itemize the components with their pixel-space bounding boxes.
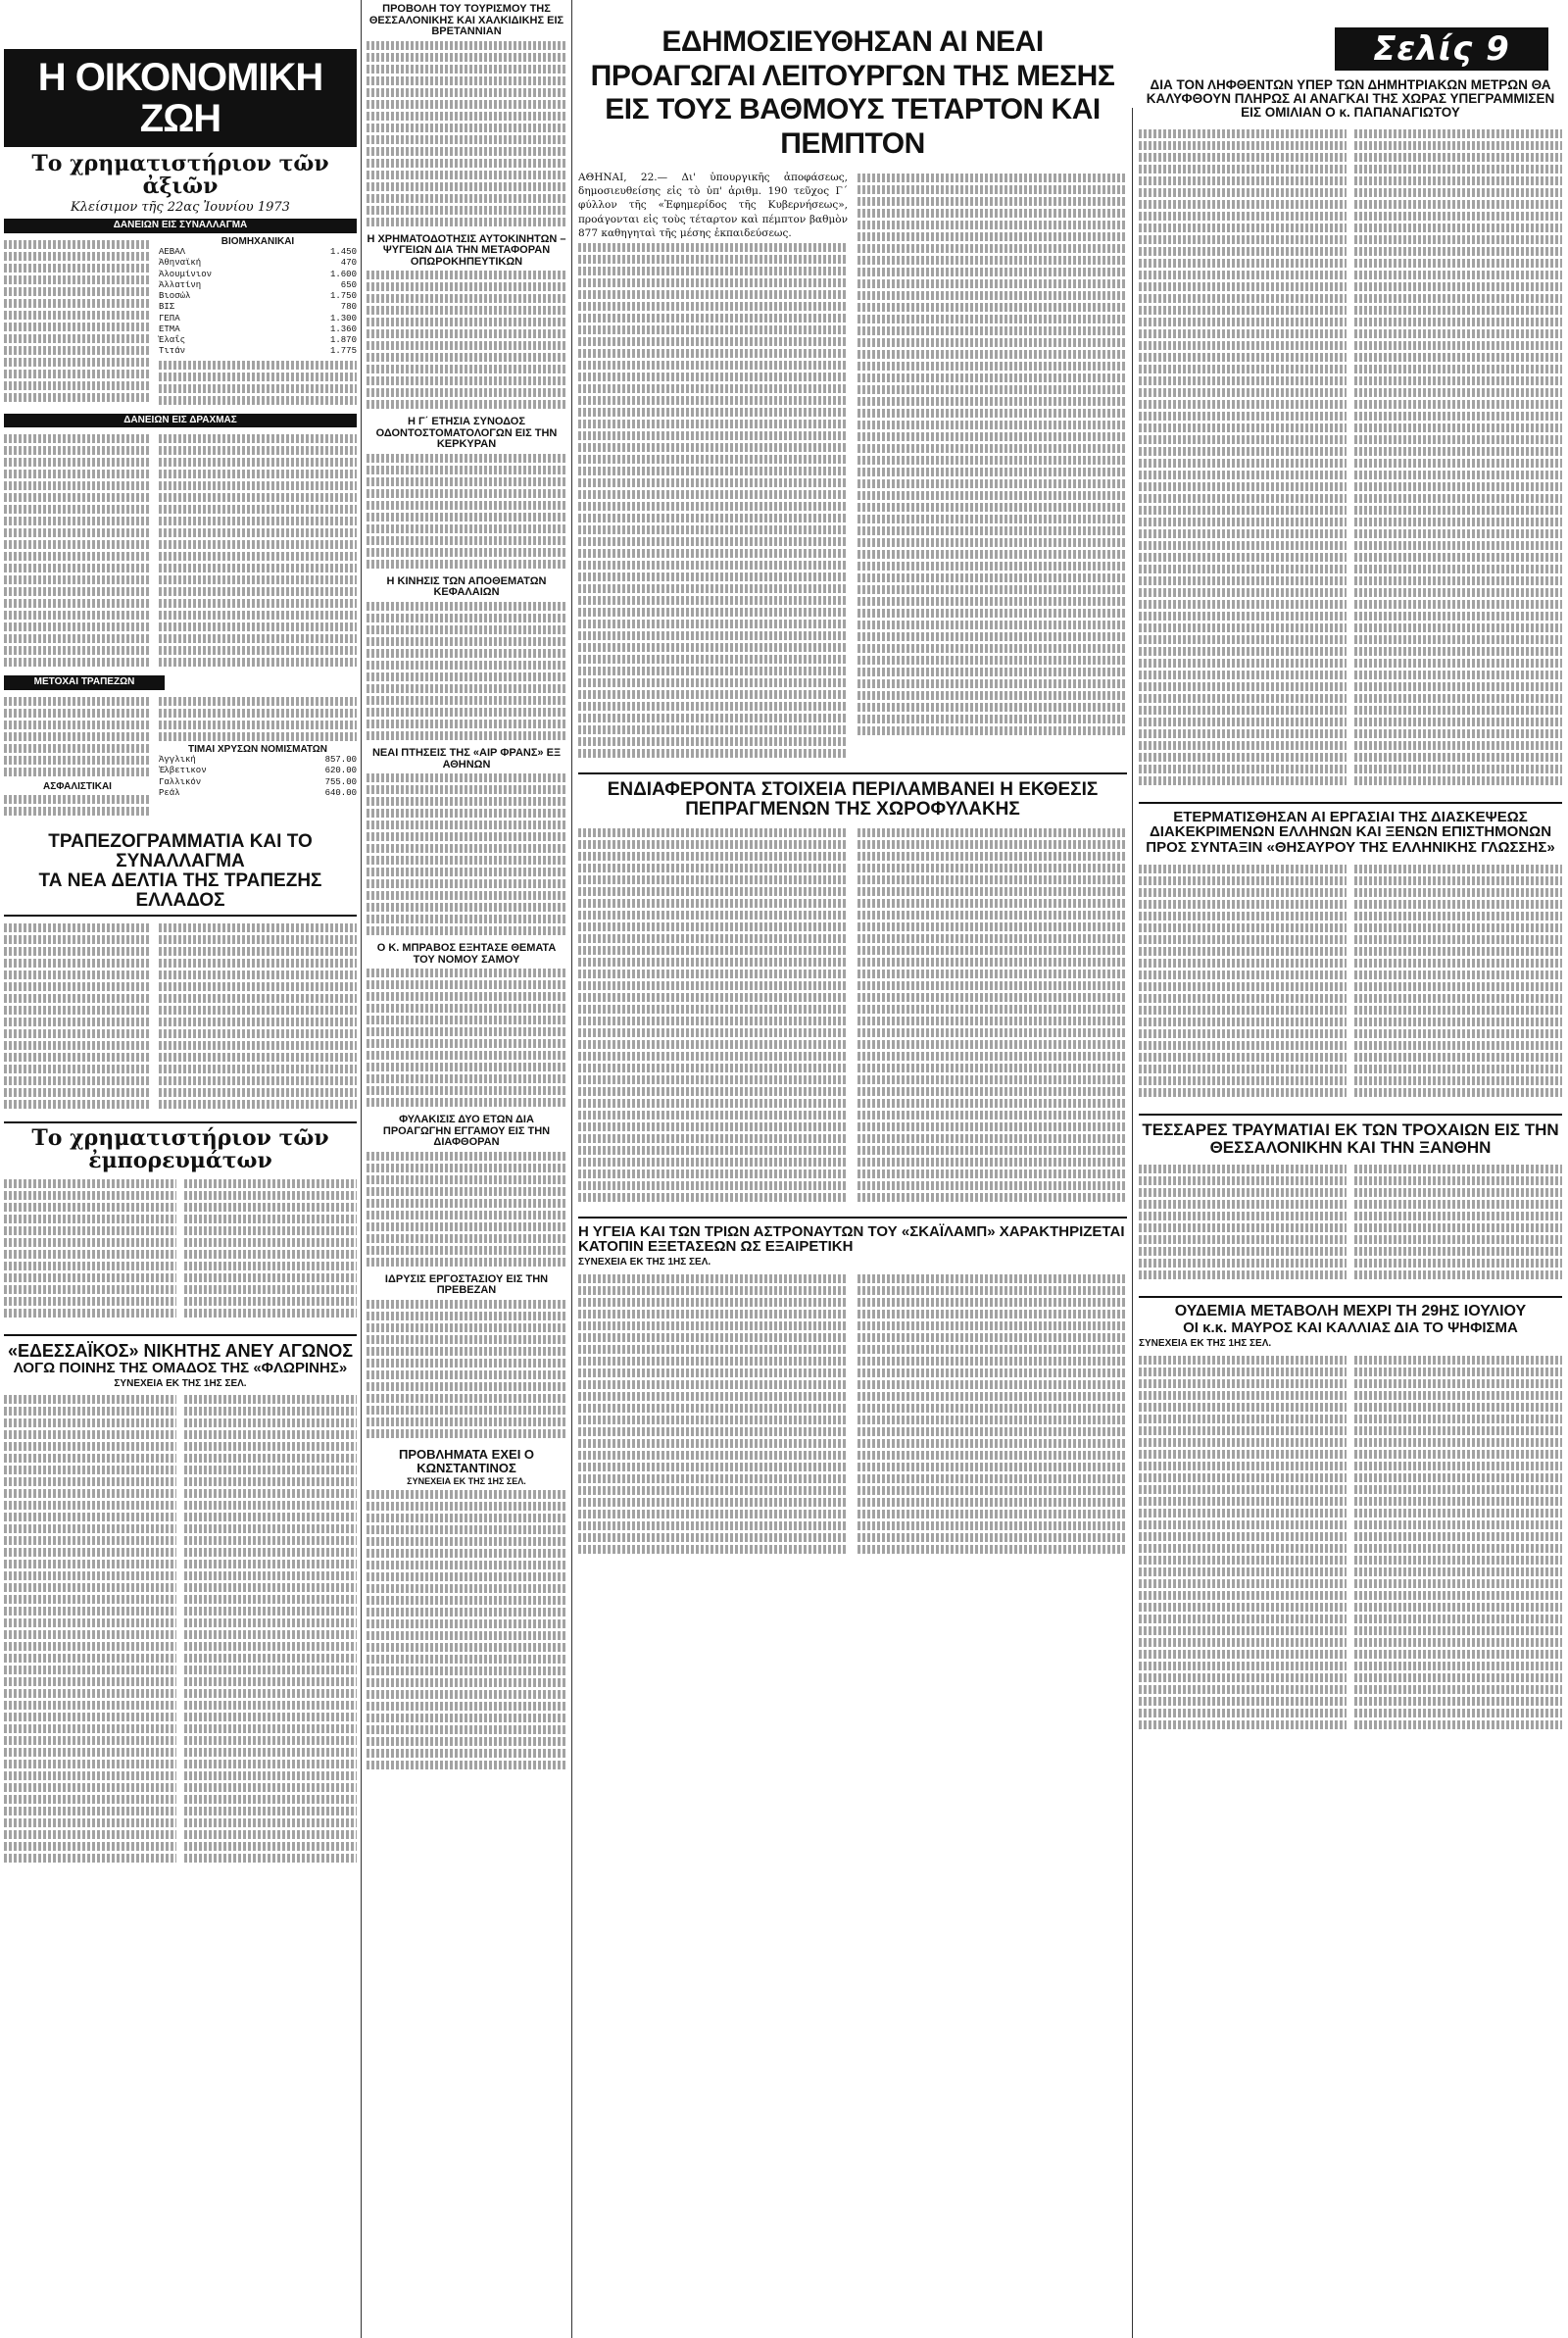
- refrigerator-headline: Η ΧΡΗΜΑΤΟΔΟΤΗΣΙΣ ΑΥΤΟΚΙΝΗΤΩΝ – ΨΥΓΕΙΩΝ ΔΙΑ ΤΗΝ ΜΕΤΑΦΟΡΑΝ ΟΠΩΡΟΚΗΠΕΥΤΙΚΩΝ: [367, 232, 566, 268]
- industrial-name: Βιοσώλ: [159, 291, 191, 302]
- gendarmerie-headline: ΕΝΔΙΑΦΕΡΟΝΤΑ ΣΤΟΙΧΕΙΑ ΠΕΡΙΛΑΜΒΑΝΕΙ Η ΕΚΘΕΣΙΣ ΠΕΠΡΑΓΜΕΝΩΝ ΤΗΣ ΧΩΡΟΦΥΛΑΚΗΣ: [578, 772, 1127, 820]
- airfrance-headline: ΝΕΑΙ ΠΤΗΣΕΙΣ ΤΗΣ «ΑΙΡ ΦΡΑΝΣ» ΕΞ ΑΘΗΝΩΝ: [371, 747, 562, 771]
- industrial-row: [159, 258, 357, 269]
- accidents-headline: ΤΕΣΣΑΡΕΣ ΤΡΑΥΜΑΤΙΑΙ ΕΚ ΤΩΝ ΤΡΟΧΑΙΩΝ ΕΙΣ ΤΗΝ ΘΕΣΣΑΛΟΝΙΚΗΝ ΚΑΙ ΤΗΝ ΞΑΝΘΗΝ: [1139, 1114, 1562, 1157]
- column-rule: [361, 0, 362, 2338]
- industrial-row: [159, 346, 357, 357]
- thesaurus-headline: ΕΤΕΡΜΑΤΙΣΘΗΣΑΝ ΑΙ ΕΡΓΑΣΙΑΙ ΤΗΣ ΔΙΑΣΚΕΨΕΩΣ ΔΙΑΚΕΚΡΙΜΕΝΩΝ ΕΛΛΗΝΩΝ ΚΑΙ ΞΕΝΩΝ ΕΠΙΣΤΗΜΟΝΩΝ ΠΡΟΣ ΣΥΝΤΑΞΙΝ «ΘΗΣΑΥΡΟΥ ΤΗΣ ΕΛΛΗΝΙΚΗΣ ΓΛΩΣΣΗΣ»: [1139, 802, 1562, 856]
- industrial-value: 650: [340, 279, 357, 290]
- gold-value: 857.00: [324, 755, 357, 766]
- vote-subheadline: ΟΙ κ.κ. ΜΑΥΡΟΣ ΚΑΙ ΚΑΛΛΙΑΣ ΔΙΑ ΤΟ ΨΗΦΙΣΜΑ: [1183, 1319, 1518, 1337]
- industrial-name: ΓΕΠΑ: [159, 313, 180, 323]
- industrial-row: [159, 324, 357, 335]
- banknotes-headline: ΤΡΑΠΕΖΟΓΡΑΜΜΑΤΙΑ ΚΑΙ ΤΟ ΣΥΝΑΛΛΑΓΜΑ: [48, 831, 313, 872]
- industrial-row: [159, 280, 357, 291]
- industrial-table: [159, 247, 357, 358]
- gold-value: 640.00: [324, 787, 357, 798]
- skylab-headline: Η ΥΓΕΙΑ ΚΑΙ ΤΩΝ ΤΡΙΩΝ ΑΣΤΡΟΝΑΥΤΩΝ ΤΟΥ «ΣΚΑΪΛΑΜΠ» ΧΑΡΑΚΤΗΡΙΖΕΤΑΙ ΚΑΤΟΠΙΝ ΕΞΕΤΑΣΕΩΝ ΩΣ ΕΞΑΙΡΕΤΙΚΗ: [578, 1217, 1127, 1256]
- industrial-header: ΒΙΟΜΗΧΑΝΙΚΑΙ: [220, 235, 295, 247]
- masthead: Η ΟΙΚΟΝΟΜΙΚΗ ΖΩΗ: [4, 49, 357, 147]
- industrial-row: [159, 270, 357, 280]
- prison-headline: ΦΥΛΑΚΙΣΙΣ ΔΥΟ ΕΤΩΝ ΔΙΑ ΠΡΟΑΓΩΓΗΝ ΕΓΓΑΜΟΥ ΕΙΣ ΤΗΝ ΔΙΑΦΘΟΡΑΝ: [382, 1114, 551, 1149]
- commodities-title: Το χρηματιστήριον τῶν ἐμπορευμάτων: [4, 1121, 357, 1172]
- bonds-header: ΔΑΝΕΙΩΝ ΕΙΣ ΣΥΝΑΛΛΑΓΜΑ: [4, 219, 357, 233]
- factory-headline: ΙΔΡΥΣΙΣ ΕΡΓΟΣΤΑΣΙΟΥ ΕΙΣ ΤΗΝ ΠΡΕΒΕΖΑΝ: [384, 1272, 549, 1297]
- gold-name: Ἀγγλική: [159, 755, 196, 766]
- industrial-row: [159, 302, 357, 313]
- gold-value: 620.00: [324, 766, 357, 776]
- main-headline: ΕΔΗΜΟΣΙΕΥΘΗΣΑΝ ΑΙ ΝΕΑΙ ΠΡΟΑΓΩΓΑΙ ΛΕΙΤΟΥΡΓΩΝ ΤΗΣ ΜΕΣΗΣ ΕΙΣ ΤΟΥΣ ΒΑΘΜΟΥΣ ΤΕΤΑΡΤΟΝ ΚΑΙ ΠΕΜΠΤΟΝ: [590, 25, 1115, 160]
- industrial-value: 780: [340, 302, 357, 313]
- page-number-badge: Σελίς 9: [1335, 27, 1548, 71]
- industrial-name: Τιτάν: [159, 346, 186, 357]
- industrial-row: [159, 291, 357, 302]
- banknotes-subheadline: ΤΑ ΝΕΑ ΔΕΛΤΙΑ ΤΗΣ ΤΡΑΠΕΖΗΣ ΕΛΛΑΔΟΣ: [4, 871, 357, 917]
- column-rule: [1132, 108, 1133, 2338]
- main-lead: ΑΘΗΝΑΙ, 22.— Δι' ὑπουργικῆς ἀποφάσεως, δημοσιευθείσης εἰς τὸ ὑπ' ἀριθμ. 190 τεῦχος Γ΄ φύλλον τῆς «Ἐφημερίδος τῆς Κυβερνήσεως», προάγονται εἰς τοὺς τέταρτον καὶ πέμπτον βαθμὸν 877 καθηγηταὶ τῆς μέσης ἐκπαιδεύσεως.: [578, 172, 848, 239]
- gold-row: [159, 766, 357, 776]
- column-rule: [571, 0, 572, 2338]
- industrial-name: ΑΕΒΑΛ: [159, 247, 186, 258]
- industrial-name: Ἀλουμίνιον: [159, 269, 213, 279]
- gold-table: [159, 755, 357, 799]
- industrial-name: Ἀθηναϊκή: [159, 258, 202, 269]
- closing-date: Κλείσιμον τῆς 22ας Ἰουνίου 1973: [71, 200, 290, 216]
- gold-name: Ἑλβετικον: [159, 766, 207, 776]
- industrial-value: 1.870: [329, 335, 357, 346]
- briefs-column: [367, 0, 566, 1772]
- drachma-header: ΔΑΝΕΙΩΝ ΕΙΣ ΔΡΑΧΜΑΣ: [4, 414, 357, 428]
- industrial-value: 1.360: [329, 323, 357, 334]
- industrial-value: 1.750: [329, 291, 357, 302]
- industrial-value: 1.600: [329, 269, 357, 279]
- insurance-header: ΑΣΦΑΛΙΣΤΙΚΑΙ: [43, 780, 112, 792]
- gold-value: 755.00: [324, 776, 357, 787]
- industrial-row: [159, 314, 357, 324]
- banks-header: ΜΕΤΟΧΑΙ ΤΡΑΠΕΖΩΝ: [4, 675, 165, 690]
- stock-column: [4, 0, 357, 1865]
- tourism-headline: ΠΡΟΒΟΛΗ ΤΟΥ ΤΟΥΡΙΣΜΟΥ ΤΗΣ ΘΕΣΣΑΛΟΝΙΚΗΣ ΚΑΙ ΧΑΛΚΙΔΙΚΗΣ ΕΙΣ ΒΡΕΤΑΝΝΙΑΝ: [368, 3, 564, 38]
- right-column: [1139, 78, 1562, 1732]
- exchange-title: Το χρηματιστήριον τῶν ἀξιῶν: [31, 151, 329, 200]
- constantine-continued: ΣΥΝΕΧΕΙΑ ΕΚ ΤΗΣ 1ΗΣ ΣΕΛ.: [407, 1476, 526, 1487]
- industrial-value: 1.775: [329, 346, 357, 357]
- industrial-value: 1.450: [329, 247, 357, 258]
- industrial-row: [159, 335, 357, 346]
- bravos-headline: Ο Κ. ΜΠΡΑΒΟΣ ΕΞΗΤΑΣΕ ΘΕΜΑΤΑ ΤΟΥ ΝΟΜΟΥ ΣΑΜΟΥ: [376, 942, 557, 966]
- skylab-continued: ΣΥΝΕΧΕΙΑ ΕΚ ΤΗΣ 1ΗΣ ΣΕΛ.: [578, 1257, 711, 1268]
- industrial-name: Ἀλλατίνη: [159, 279, 202, 290]
- constantine-headline: ΠΡΟΒΛΗΜΑΤΑ ΕΧΕΙ Ο ΚΩΝΣΤΑΝΤΙΝΟΣ: [398, 1446, 535, 1475]
- cereals-headline: ΔΙΑ ΤΟΝ ΛΗΦΘΕΝΤΩΝ ΥΠΕΡ ΤΩΝ ΔΗΜΗΤΡΙΑΚΩΝ ΜΕΤΡΩΝ ΘΑ ΚΑΛΥΦΘΟΥΝ ΠΛΗΡΩΣ ΑΙ ΑΝΑΓΚΑΙ ΤΗΣ ΧΩΡΑΣ ΥΠΕΓΡΑΜΜΙΣΕΝ ΕΙΣ ΟΜΙΛΙΑΝ Ο κ. ΠΑΠΑΝΑΓΙΩΤΟΥ: [1146, 77, 1555, 121]
- sports-continued: ΣΥΝΕΧΕΙΑ ΕΚ ΤΗΣ 1ΗΣ ΣΕΛ.: [114, 1377, 247, 1389]
- reserves-headline: Η ΚΙΝΗΣΙΣ ΤΩΝ ΑΠΟΘΕΜΑΤΩΝ ΚΕΦΑΛΑΙΩΝ: [386, 574, 547, 599]
- gold-row: [159, 755, 357, 766]
- vote-continued: ΣΥΝΕΧΕΙΑ ΕΚ ΤΗΣ 1ΗΣ ΣΕΛ.: [1139, 1338, 1272, 1349]
- industrial-value: 1.300: [329, 313, 357, 323]
- gold-name: Γαλλικόν: [159, 776, 202, 787]
- main-story: [578, 0, 1127, 1557]
- industrial-name: ΒΙΣ: [159, 302, 175, 313]
- gold-name: Ρεάλ: [159, 787, 180, 798]
- sports-text-left: [4, 1392, 176, 1865]
- industrial-row: [159, 247, 357, 258]
- gold-row: [159, 788, 357, 799]
- gold-header: ΤΙΜΑΙ ΧΡΥΣΩΝ ΝΟΜΙΣΜΑΤΩΝ: [187, 743, 328, 755]
- vote-headline: ΟΥΔΕΜΙΑ ΜΕΤΑΒΟΛΗ ΜΕΧΡΙ ΤΗ 29ΗΣ ΙΟΥΛΙΟΥ: [1139, 1296, 1562, 1320]
- industrial-name: Ἐλαΐς: [159, 335, 186, 346]
- gold-row: [159, 777, 357, 788]
- dentists-headline: Η Γ΄ ΕΤΗΣΙΑ ΣΥΝΟΔΟΣ ΟΔΟΝΤΟΣΤΟΜΑΤΟΛΟΓΩΝ ΕΙΣ ΤΗΝ ΚΕΡΚΥΡΑΝ: [375, 416, 558, 451]
- industrial-value: 470: [340, 258, 357, 269]
- sports-headline: «ΕΔΕΣΣΑΪΚΟΣ» ΝΙΚΗΤΗΣ ΑΝΕΥ ΑΓΩΝΟΣ: [4, 1334, 357, 1361]
- sports-subheadline: ΛΟΓΩ ΠΟΙΝΗΣ ΤΗΣ ΟΜΑΔΟΣ ΤΗΣ «ΦΛΩΡΙΝΗΣ»: [13, 1360, 348, 1377]
- sports-text-right: [184, 1392, 357, 1865]
- bond-table: [4, 237, 151, 408]
- industrial-name: ΕΤΜΑ: [159, 323, 180, 334]
